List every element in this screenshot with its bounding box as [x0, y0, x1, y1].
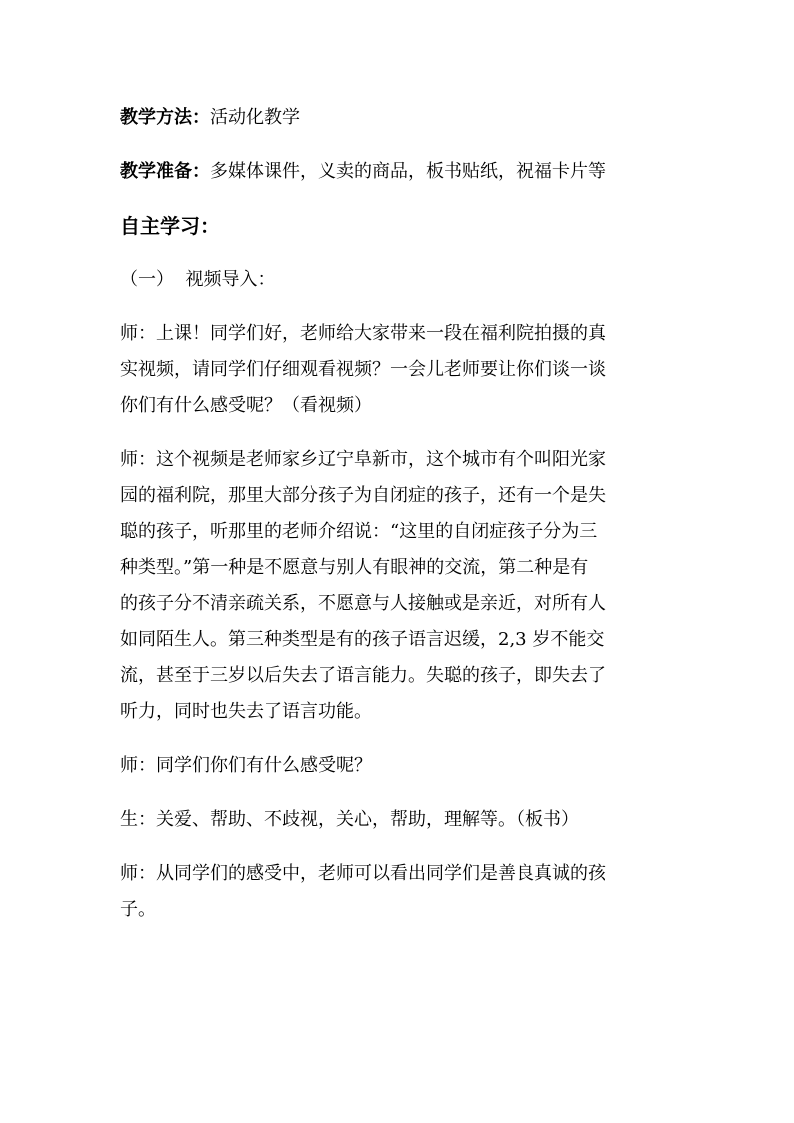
- document-body: [120, 100, 680, 928]
- teaching-preparation-label: 教学准备：: [120, 161, 210, 182]
- teaching-preparation-text: 多媒体课件，义卖的商品，板书贴纸，祝福卡片等: [210, 161, 606, 182]
- paragraph-text: 同学们你们有什么感受呢？: [156, 755, 372, 776]
- paragraph-line: 听力，同时也失去了语言功能。: [120, 701, 372, 722]
- paragraph-line: 聪的孩子，听那里的老师介绍说：“这里的自闭症孩子分为三: [120, 521, 598, 542]
- section-title: 自主学习：: [120, 214, 220, 238]
- teaching-method-line: [120, 100, 680, 136]
- paragraph-line: [120, 856, 680, 892]
- paragraph-line: 如同陌生人。第三种类型是有的孩子语言迟缓，2,3 岁不能交: [120, 629, 605, 650]
- paragraph-2: [120, 442, 680, 730]
- teaching-method-text: 活动化教学: [210, 107, 300, 128]
- paragraph-line: 子。: [120, 899, 156, 920]
- paragraph-3: [120, 748, 680, 784]
- paragraph-text: 关爱、帮助、不歧视，关心，帮助，理解等。（板书）: [156, 809, 579, 830]
- paragraph-line: [120, 442, 680, 478]
- speaker-label: 师：: [120, 449, 156, 470]
- paragraph-text: 上课！同学们好，老师给大家带来一段在福利院拍摄的真: [156, 323, 606, 344]
- paragraph-1: [120, 316, 680, 424]
- speaker-label: 师：: [120, 755, 156, 776]
- paragraph-4: [120, 802, 680, 838]
- paragraph-line: [120, 802, 680, 838]
- paragraph-text: 这个视频是老师家乡辽宁阜新市，这个城市有个叫阳光家: [156, 449, 606, 470]
- paragraph-5: [120, 856, 680, 928]
- teaching-method-label: 教学方法：: [120, 107, 210, 128]
- teaching-preparation-line: [120, 154, 680, 190]
- paragraph-line: [120, 316, 680, 352]
- paragraph-line: 你们有什么感受呢？（看视频）: [120, 395, 372, 416]
- paragraph-line: 园的福利院，那里大部分孩子为自闭症的孩子，还有一个是失: [120, 485, 606, 506]
- speaker-label: 生：: [120, 809, 156, 830]
- speaker-label: 师：: [120, 863, 156, 884]
- subsection-title: （一） 视频导入：: [120, 269, 276, 290]
- paragraph-line: 流，甚至于三岁以后失去了语言能力。失聪的孩子，即失去了: [120, 665, 606, 686]
- paragraph-text: 从同学们的感受中，老师可以看出同学们是善良真诚的孩: [156, 863, 606, 884]
- paragraph-line: 实视频，请同学们仔细观看视频？一会儿老师要让你们谈一谈: [120, 359, 606, 380]
- paragraph-line: 种类型。”第一种是不愿意与别人有眼神的交流，第二种是有: [120, 557, 589, 578]
- speaker-label: 师：: [120, 323, 156, 344]
- paragraph-line: [120, 748, 680, 784]
- paragraph-line: 的孩子分不清亲疏关系，不愿意与人接触或是亲近，对所有人: [120, 593, 606, 614]
